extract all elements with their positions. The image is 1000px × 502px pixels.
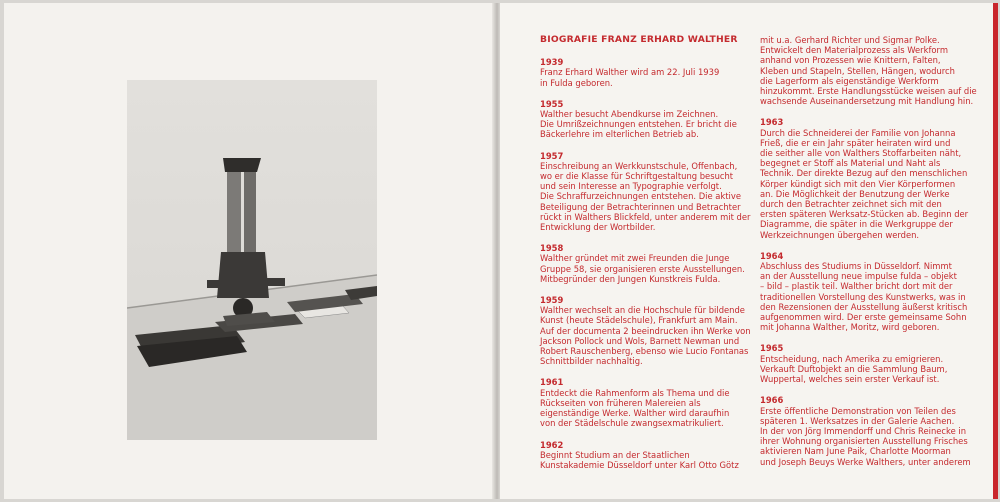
entry-year: 1957	[540, 150, 564, 161]
entry-text: Walther besucht Abendkurse im Zeichnen. Die Umrißzeichnungen entstehen. Er bricht die Bäckerlehre im elterlichen Betrieb ab.	[540, 109, 737, 140]
entry-year: 1963	[760, 117, 784, 128]
entry-text: Einschreibung an Werkkunstschule, Offenbach, wo er die Klasse für Schriftgestaltung besucht und sein Interesse an Typographie verfolgt. Die Schraffurzeichnungen entstehen. Die aktive Beteiligung der Betrachterinnen und Betrachter rückt in Walthers Blickfeld, unter anderem mit der Entwicklung der Wortbilder.	[540, 160, 751, 233]
timeline-entry	[540, 57, 755, 88]
entry-year: 1964	[760, 250, 784, 261]
entry-year: 1962	[540, 439, 564, 450]
entry-text: Erste öffentliche Demonstration von Teilen des späteren 1. Werksatzes in der Galerie Aachen. In der von Jörg Immendorff und Chris Reinecke in ihrer Wohnung organisierten Ausstellung Frisches aktivieren Nam June Paik, Charlotte Moorman und Joseph Beuys Werke Walthers, unter anderem	[760, 405, 971, 467]
timeline-entry	[540, 99, 755, 140]
timeline-entry	[540, 377, 755, 428]
photograph-headstand	[127, 80, 377, 440]
entry-year: 1959	[540, 295, 564, 306]
biography-column-2	[760, 35, 980, 478]
entry-text: Entscheidung, nach Amerika zu emigrieren. Verkauft Duftobjekt an die Sammlung Baum, Wuppertal, welches sein erster Verkauf ist.	[760, 353, 948, 385]
entry-text: Durch die Schneiderei der Familie von Johanna Frieß, die er ein Jahr später heiraten wird und die seither alle von Walthers Stoffarbeiten näht, begegnet er Stoff als Material und Naht als Technik. Der direkte Bezug auf den menschlichen Körper kündigt sich mit den Vier Körperformen an. Die Möglichkeit der Benutzung der Werke durch den Betrachter zeichnet sich mit den ersten späteren Werksatz-Stücken ab. Beginn der Diagramme, die später in die Werkgruppe der Werkzeichnungen übergehen werden.	[760, 127, 969, 240]
timeline-entry	[760, 117, 980, 239]
entry-text: Walther wechselt an die Hochschule für bildende Kunst (heute Städelschule), Frankfurt am Main. Auf der documenta 2 beeindrucken ihn Werke von Jackson Pollock und Wols, Barnett Newman und Robert Rauschenberg, ebenso wie Lucio Fontanas Schnittbilder nachhaltig.	[540, 305, 751, 367]
timeline-entry	[760, 343, 980, 384]
timeline-entry	[540, 295, 755, 366]
red-page-edge	[993, 3, 998, 499]
entry-text: Franz Erhard Walther wird am 22. Juli 1939 in Fulda geboren.	[540, 67, 720, 88]
timeline-entry	[540, 151, 755, 233]
entry-year: 1966	[760, 395, 784, 406]
entry-text: Walther gründet mit zwei Freunden die Junge Gruppe 58, sie organisieren erste Ausstellungen. Mitbegründer den Jungen Kunstkreis Fulda.	[540, 253, 745, 284]
entry-year: 1955	[540, 98, 564, 109]
entry-text: Abschluss des Studiums in Düsseldorf. Nimmt an der Ausstellung neue impulse fulda – objekt – bild – plastik teil. Walther bricht dort mit der traditionellen Vorstellung des Kunstwerks, was in den Rezensionen der Ausstellung äußerst kritisch aufgenommen wird. Der erste gemeinsame Sohn mit Johanna Walther, Moritz, wird geboren.	[760, 261, 968, 333]
timeline-entry	[540, 440, 755, 471]
biography-column-1	[540, 35, 755, 481]
page-title: BIOGRAFIE FRANZ ERHARD WALTHER	[540, 34, 738, 45]
entry-year: 1961	[540, 377, 564, 388]
timeline-entry	[760, 251, 980, 333]
headstand-figure-image	[127, 80, 377, 440]
timeline-entry	[540, 243, 755, 284]
entry-year: 1958	[540, 243, 564, 254]
entry-text: Beginnt Studium an der Staatlichen Kunstakademie Düsseldorf unter Karl Otto Götz	[540, 449, 739, 470]
timeline-entry	[760, 395, 980, 466]
entry-year: 1939	[540, 57, 564, 68]
entry-year: 1965	[760, 343, 784, 354]
entry-text: Entdeckt die Rahmenform als Thema und die Rückseiten von früheren Malereien als eigenständige Werke. Walther wird daraufhin von der Städelschule zwangsexmatrikuliert.	[540, 387, 730, 429]
continued-paragraph: mit u.a. Gerhard Richter und Sigmar Polke. Entwickelt den Materialprozess als Werkform anhand von Prozessen wie Knittern, Falten, Kleben und Stapeln, Stellen, Hängen, wodurch die Lagerform als eigenständige Werkform hinzukommt. Erste Handlungsstücke weisen auf die wachsende Auseinandersetzung mit Handlung hin.	[760, 35, 977, 107]
